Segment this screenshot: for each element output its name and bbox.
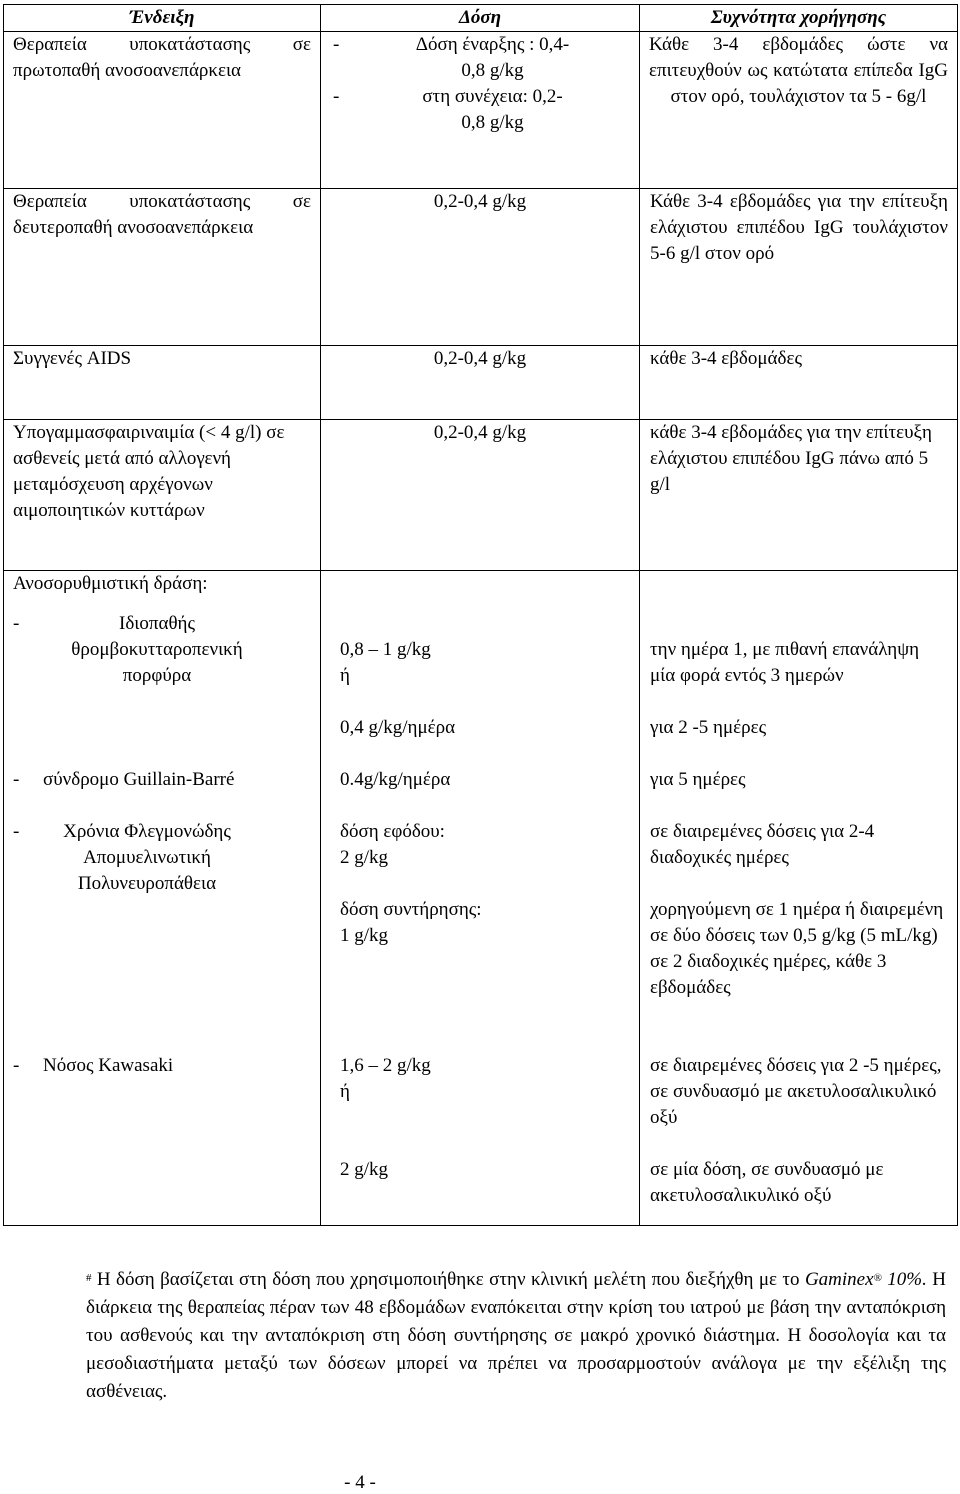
itp-label: Ιδιοπαθής θρομβοκυτταροπενική πορφύρα — [71, 613, 243, 686]
frequency-cell: Κάθε 3-4 εβδομάδες ώστε να επιτευχθούν ως κατώτατα επίπεδα IgG στον ορό, τουλάχιστον τα 5 - 6g/l — [640, 32, 958, 189]
dose-cell — [321, 32, 640, 189]
cidp-frequency-1: σε διαιρεμένες δόσεις για 2-4 διαδοχικές ημέρες — [650, 821, 875, 868]
itp-dose-2: 0,4 g/kg/ημέρα — [340, 717, 456, 738]
gbs-frequency: για 5 ημέρες — [650, 769, 746, 790]
page-number: - 4 - — [344, 1472, 376, 1493]
kawasaki-dose-1: 1,6 – 2 g/kg — [340, 1055, 431, 1076]
table-row — [4, 189, 958, 346]
dose-cont-line-2: 0,8 g/kg — [461, 112, 524, 133]
frequency-cell: Κάθε 3-4 εβδομάδες για την επίτευξη ελάχιστου επιπέδου IgG τουλάχιστον 5-6 g/l στον ορό — [640, 189, 958, 346]
cidp-loading-dose: 2 g/kg — [340, 847, 389, 868]
itp-frequency-2: για 2 -5 ημέρες — [650, 717, 767, 738]
registered-mark: ® — [873, 1272, 882, 1284]
table-row — [4, 32, 958, 189]
immunomodulation-heading: Ανοσορυθμιστική δράση: — [13, 573, 208, 594]
table-row — [4, 571, 958, 1226]
kawasaki-frequency-1: σε διαιρεμένες δόσεις για 2 -5 ημέρες, σε συνδυασμό με ακετυλοσαλικυλικό οξύ — [650, 1055, 942, 1128]
dash: - — [333, 86, 340, 107]
frequency-cell — [640, 571, 958, 1226]
kawasaki-or: ή — [340, 1081, 350, 1102]
dose-cont-line-1: στη συνέχεια: 0,2- — [422, 86, 563, 107]
dash: - — [13, 613, 20, 634]
kawasaki-label: Νόσος Kawasaki — [43, 1055, 174, 1076]
dose-cell: 0,2-0,4 g/kg — [321, 346, 640, 420]
header-indication: Ένδειξη — [4, 5, 321, 32]
table-row — [4, 346, 958, 420]
footnote-text-1: Η δόση βασίζεται στη δόση που χρησιμοποιήθηκε στην κλινική μελέτη που διεξήχθη με το — [96, 1269, 800, 1290]
gbs-label: σύνδρομο Guillain-Barré — [43, 769, 235, 790]
cidp-label: Χρόνια Φλεγμονώδης Απομυελινωτική Πολυνευροπάθεια — [63, 821, 231, 894]
dose-cell: 0,2-0,4 g/kg — [321, 420, 640, 571]
cidp-frequency-2: χορηγούμενη σε 1 ημέρα ή διαιρεμένη σε δύο δόσεις των 0,5 g/kg (5 mL/kg) σε 2 διαδοχικές ημέρες, κάθε 3 εβδομάδες — [650, 899, 944, 998]
indication-cell: Θεραπεία υποκατάστασης σε πρωτοπαθή ανοσοανεπάρκεια — [4, 32, 321, 189]
dosing-table — [3, 4, 958, 1226]
indication-cell: Θεραπεία υποκατάστασης σε δευτεροπαθή ανοσοανεπάρκεια — [4, 189, 321, 346]
frequency-cell: κάθε 3-4 εβδομάδες — [640, 346, 958, 420]
footnote-mark: # — [86, 1272, 92, 1284]
dose-cell: 0,2-0,4 g/kg — [321, 189, 640, 346]
dose-cell — [321, 571, 640, 1226]
indication-cell: Υπογαμμασφαιριναιμία (< 4 g/l) σε ασθενείς μετά από αλλογενή μεταμόσχευση αρχέγονων αιμοποιητικών κυττάρων — [4, 420, 321, 571]
header-dose: Δόση — [321, 5, 640, 32]
dash: - — [333, 34, 340, 55]
footnote — [86, 1266, 946, 1406]
table-header-row — [4, 5, 958, 32]
gbs-dose: 0.4g/kg/ημέρα — [340, 769, 451, 790]
kawasaki-dose-2: 2 g/kg — [340, 1159, 389, 1180]
itp-frequency-1: την ημέρα 1, με πιθανή επανάληψη μία φορά εντός 3 ημερών — [650, 639, 920, 686]
cidp-maintenance-label: δόση συντήρησης: — [340, 899, 482, 920]
dose-start-line-2: 0,8 g/kg — [461, 60, 524, 81]
footnote-text-2: Η διάρκεια της θεραπείας πέραν των 48 εβδομάδων εναπόκειται στην κρίση του ιατρού με βάση την ανταπόκριση του ασθενούς και την ανταπόκριση στη δόση συντήρησης σε μακρό χρονικό διάστημα. Η δοσολογία και τα μεσοδιαστήματα μεταξύ των δόσεων μπορεί να πρέπει να προσαρμοστούν ανάλογα με την εξέλιξη της ασθένειας. — [86, 1269, 947, 1402]
dash: - — [13, 1055, 20, 1076]
dash: - — [13, 821, 20, 842]
cidp-maintenance-dose: 1 g/kg — [340, 925, 389, 946]
dose-start-line-1: Δόση έναρξης : 0,4- — [415, 34, 570, 55]
itp-or: ή — [340, 665, 350, 686]
indication-cell: Συγγενές AIDS — [4, 346, 321, 420]
kawasaki-frequency-2: σε μία δόση, σε συνδυασμό με ακετυλοσαλικυλικό οξύ — [650, 1159, 884, 1206]
indication-cell — [4, 571, 321, 1226]
footnote-product: Gaminex — [804, 1269, 874, 1290]
footnote-percent: 10%. — [887, 1269, 927, 1290]
table-row — [4, 420, 958, 571]
frequency-cell: κάθε 3-4 εβδομάδες για την επίτευξη ελάχιστου επιπέδου IgG πάνω από 5 g/l — [640, 420, 958, 571]
itp-dose-1: 0,8 – 1 g/kg — [340, 639, 431, 660]
cidp-loading-label: δόση εφόδου: — [340, 821, 445, 842]
dash: - — [13, 769, 20, 790]
header-frequency: Συχνότητα χορήγησης — [640, 5, 958, 32]
